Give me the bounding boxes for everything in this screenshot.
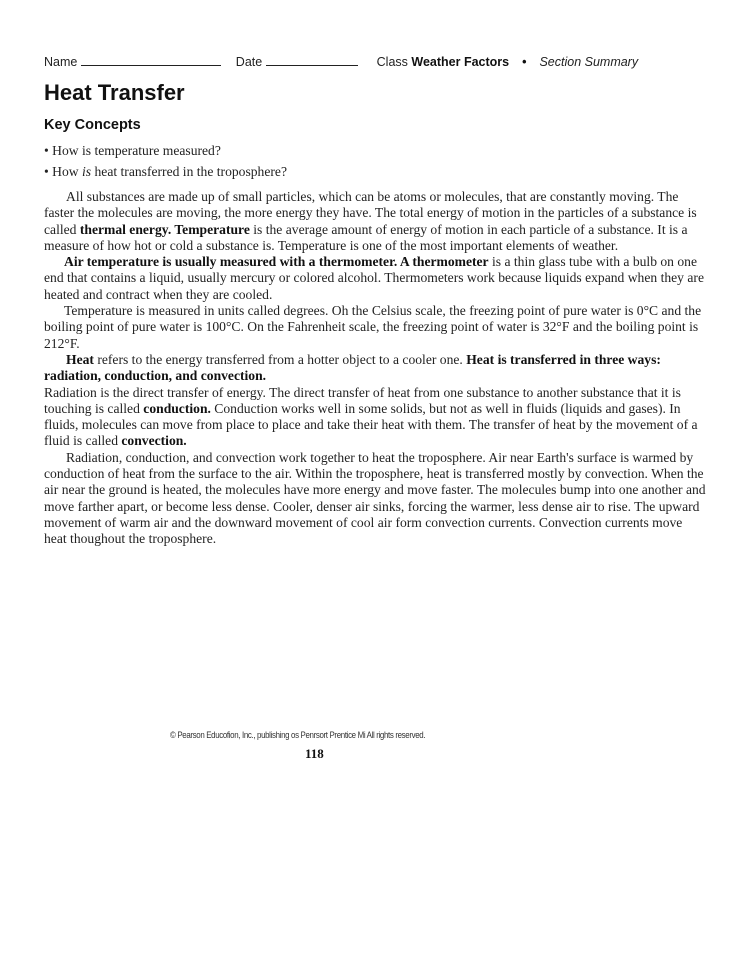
paragraph-heat: Heat refers to the energy transferred from a hotter object to a cooler one. Heat is transferred in three ways: radiation, conduction, and convection. bbox=[44, 351, 661, 384]
page-number: 118 bbox=[305, 746, 324, 761]
section-body bbox=[44, 189, 708, 548]
name-field[interactable] bbox=[81, 55, 221, 66]
header-bullet: • bbox=[522, 55, 527, 69]
key-concept-item bbox=[44, 164, 287, 180]
paragraph-degrees: Temperature is measured in units called degrees. Oh the Celsius scale, the freezing point of pure water is 0°C and the boiling point of pure water is 100°C. On the Fahrenheit scale, the freezing point of water is 32°F and the boiling point is 212°F. bbox=[44, 303, 702, 351]
class-label: Class bbox=[376, 55, 408, 69]
class-value: Weather Factors bbox=[411, 55, 510, 69]
paragraph-convection-currents: Radiation, conduction, and convection work together to heat the troposphere. Air near Earth's surface is warmed by conduction of heat from the surface to the air. Within the troposphere, heat is transferred mostly by convection. When the air near the ground is heated, the molecules have more energy and move faster. The molecules bump into one another and move farther apart, or become less dense. Cooler, denser air sinks, forcing the warmer, less dense air to rise. The upward movement of warm air and the downward movement of cool air form convection currents. Convection currents move heat thoughout the troposphere. bbox=[44, 449, 706, 547]
key-concept-text: heat transferred in the troposphere? bbox=[91, 164, 287, 179]
worksheet-header bbox=[44, 55, 704, 69]
bullet-icon: • bbox=[44, 164, 49, 179]
key-concepts-heading: Key Concepts bbox=[44, 117, 141, 133]
key-concept-item bbox=[44, 143, 221, 159]
key-concept-text: How bbox=[52, 164, 83, 179]
page-title: Heat Transfer bbox=[44, 80, 185, 105]
paragraph-thermometer: Air temperature is usually measured with a thermometer. A thermometer is a thin glass tube with a bulb on one end that contains a liquid, usually mercury or colored alcohol. Thermometers work because liquids expand when they are heated and contract when they are cooled. bbox=[44, 254, 704, 302]
name-label: Name bbox=[44, 55, 78, 69]
key-concept-italic: is bbox=[82, 164, 92, 179]
section-type: Section Summary bbox=[539, 55, 639, 69]
paragraph-radiation-conduction: Radiation is the direct transfer of energy. The direct transfer of heat from one substance to another substance that it is touching is called conduction. Conduction works well in some solids, but not as well in fluids (liquids and gases). In fluids, molecules can move from place to place and take their heat with them. The transfer of heat by the movement of a fluid is called convection. bbox=[44, 384, 698, 449]
paragraph-thermal-energy: All substances are made up of small particles, which can be atoms or molecules, that are constantly moving. The faster the molecules are moving, the more energy they have. The total energy of motion in the particles of a substance is called thermal energy. Temperature is the average amount of energy of motion in each particle of a substance. It is a measure of how hot or cold a substance is. Temperature is one of the most important elements of weather. bbox=[44, 189, 697, 253]
date-field[interactable] bbox=[266, 55, 358, 66]
date-label: Date bbox=[235, 55, 263, 69]
copyright-notice: © Pearson Educofion, Inc., publishing os Penrsort Prentice Mi All rights reserved. bbox=[170, 730, 426, 740]
key-concept-text: How is temperature measured? bbox=[52, 143, 221, 158]
bullet-icon: • bbox=[44, 143, 49, 158]
